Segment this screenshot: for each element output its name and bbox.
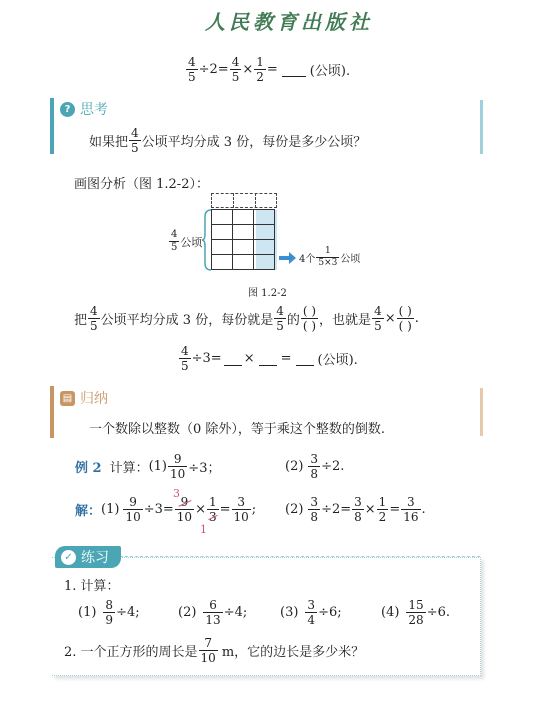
fraction: $\frac{3}{10}$ [233,495,249,524]
fraction: $\frac{4}{5}$ [188,55,196,84]
summary-title: 归纳 [80,391,108,407]
fraction: $\frac{1}{3}$ [208,495,217,524]
example-part-2: (2) $\frac{3}{8}$ ÷2. [285,452,345,481]
fraction: $\frac{4}{5}$ [374,304,382,333]
publisher-header: 人民教育出版社 [205,10,373,34]
summary-heading [60,388,108,408]
think-heading [60,99,108,119]
fraction: $\frac{1}{2}$ [256,55,264,84]
think-question: 如果把 $\frac{4}{5}$ 公顷平均分成 3 份，每份是多少公顷？ [89,126,367,155]
think-right-bar [480,100,483,154]
cancel-mark-top: 3 [173,487,180,500]
think-accent-bar [50,98,54,154]
arrow-icon [279,252,297,264]
right-label: 4个 $\frac{1}{5\times 3}$ 公顷 [299,246,361,268]
left-brace [202,209,212,271]
fraction: $\frac{4}{5}$ [171,229,178,253]
fraction: $\frac{8}{9}$ [105,598,114,627]
blank-equation: $\frac{4}{5}$ ÷3= × = (公顷). [181,344,358,373]
fraction: $\frac{3}{8}$ [354,495,362,524]
example-label: 例 2 [75,461,102,476]
solution-line-2: (2) $\frac{3}{8}$ ÷2= $\frac{3}{8}$ × $\frac{1}{2}$ = $\frac{3}{16}$ . [285,495,426,524]
fraction: $\frac{3}{8}$ [310,495,319,524]
answer-blank[interactable] [259,351,277,366]
fraction: $\frac{1}{5\times 3}$ [318,246,338,268]
exercise-item-3[interactable]: (3) $\frac{3}{4}$ ÷6; [280,598,342,627]
figure-caption: 图 1.2-2 [248,288,287,299]
fraction: $\frac{6}{13}$ [205,598,221,627]
intro-equation: $\frac{4}{5}$ ÷2= $\frac{4}{5}$ × $\frac{1}{2}$ = (公顷). [188,55,351,84]
example-line: 例 2 计算： (1) $\frac{9}{10}$ ÷3； [75,452,221,481]
solution-line-1: 解： (1) $\frac{9}{10}$ ÷3= $\frac{9}{10}$ × $\frac{1}{3}$ = $\frac{3}{10}$ ; [75,495,257,524]
fraction: $\frac{4}{5}$ [181,344,189,373]
exercise-header-line [120,556,480,557]
blank-fraction[interactable]: $\frac{( )}{( )}$ [302,304,317,333]
fraction: $\frac{7}{10}$ [200,636,216,665]
solution-label: 解： [75,504,102,519]
fraction: $\frac{9}{10}$ [170,452,186,481]
summary-right-bar [480,388,483,436]
analysis-label: 画图分析（图 1.2-2）： [74,177,209,192]
area-grid [211,209,275,270]
exercise-tab [55,546,121,568]
fraction: $\frac{3}{16}$ [403,495,419,524]
statement-line: 把 $\frac{4}{5}$ 公顷平均分成 3 份，每份就是 $\frac{4}{5}$ 的 $\frac{( )}{( )}$ ，也就是 $\frac{4}{5}$ × $\frac{( )}{( )}$ . [74,304,419,333]
fraction: $\frac{4}{5}$ [90,304,98,333]
cancel-mark-bottom: 1 [200,523,207,536]
dashed-divider-1 [233,193,234,208]
fraction: $\frac{4}{5}$ [276,304,284,333]
fraction: $\frac{15}{28}$ [408,598,424,627]
fraction: $\frac{4}{5}$ [131,126,139,155]
think-title: 思考 [80,102,108,118]
fraction: $\frac{3}{4}$ [307,598,316,627]
exercise-q1: 1. 计算： [64,579,120,594]
exercise-item-2[interactable]: (2) $\frac{6}{13}$ ÷4; [178,598,248,627]
exercise-item-1[interactable]: (1) $\frac{8}{9}$ ÷4; [78,598,140,627]
dashed-top-row [211,193,277,208]
answer-blank[interactable] [224,351,242,366]
dashed-divider-2 [255,193,256,208]
answer-blank[interactable] [282,62,306,77]
summary-text: 一个数除以整数（0 除外），等于乘这个整数的倒数. [89,422,386,437]
left-label: $\frac{4}{5}$ 公顷 [171,229,203,253]
fraction: $\frac{4}{5}$ [231,55,240,84]
fraction: $\frac{1}{2}$ [378,495,387,524]
answer-blank[interactable] [296,351,314,366]
book-icon: ▤ [60,391,75,406]
fraction: $\frac{9}{10}$ [176,495,193,524]
exercise-title: 练习 [81,550,109,566]
blank-fraction[interactable]: $\frac{( )}{( )}$ [398,304,412,333]
summary-accent-bar [50,386,54,438]
exercise-item-4[interactable]: (4) $\frac{15}{28}$ ÷6. [381,598,450,627]
exercise-q2: 2. 一个正方形的周长是 $\frac{7}{10}$ m，它的边长是多少米？ [64,636,365,665]
question-icon: ? [60,102,75,117]
check-icon: ✓ [61,550,76,565]
fraction: $\frac{9}{10}$ [125,495,141,524]
fraction: $\frac{3}{8}$ [310,452,319,481]
